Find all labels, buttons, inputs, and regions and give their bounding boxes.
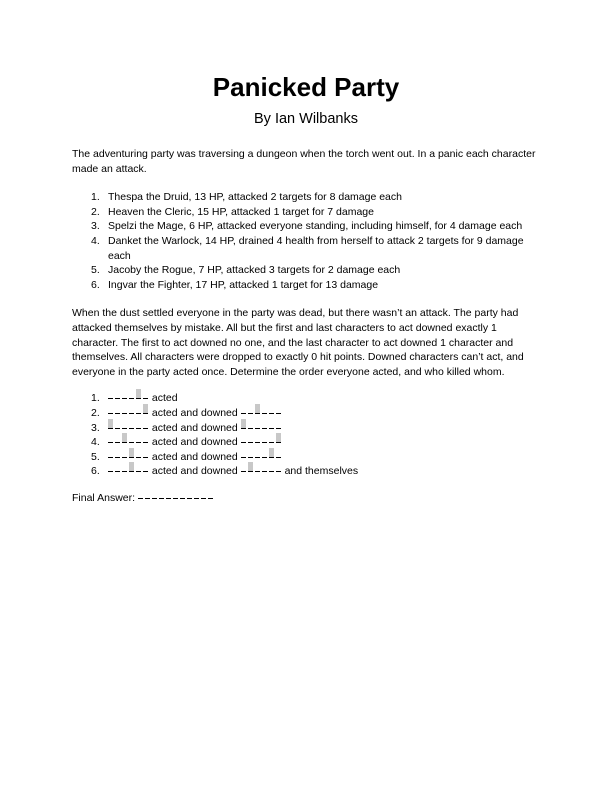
- character-text: Ingvar the Fighter, 17 HP, attacked 1 target for 13 damage: [108, 278, 379, 291]
- letter-blank[interactable]: [115, 397, 120, 399]
- letter-blank[interactable]: [194, 497, 199, 499]
- letter-blank[interactable]: [143, 441, 148, 443]
- letter-blank[interactable]: [262, 441, 267, 443]
- answer-row-tail: and themselves: [281, 465, 359, 478]
- list-number: 5.: [91, 450, 100, 463]
- answer-list: [72, 391, 540, 479]
- letter-blank[interactable]: [276, 412, 281, 414]
- letter-blank[interactable]: [276, 470, 281, 472]
- letter-blank[interactable]: [187, 497, 192, 499]
- actor-blanks[interactable]: [108, 464, 149, 474]
- shaded-letter-blank[interactable]: [122, 433, 127, 443]
- list-number: 5.: [91, 264, 100, 277]
- answer-row-text: [108, 421, 540, 436]
- list-number: 3.: [91, 220, 100, 233]
- letter-blank[interactable]: [129, 397, 134, 399]
- character-list: [72, 190, 540, 292]
- character-text: Heaven the Cleric, 15 HP, attacked 1 target for 7 damage: [108, 205, 374, 218]
- letter-blank[interactable]: [143, 427, 148, 429]
- letter-blank[interactable]: [138, 497, 143, 499]
- character-item: [72, 234, 540, 263]
- letter-blank[interactable]: [129, 427, 134, 429]
- letter-blank[interactable]: [255, 470, 260, 472]
- answer-row-label: acted: [149, 392, 178, 405]
- answer-row-text: [108, 406, 540, 421]
- target-blanks[interactable]: [241, 406, 282, 416]
- letter-blank[interactable]: [136, 456, 141, 458]
- character-item: [72, 219, 540, 234]
- character-text: Danket the Warlock, 14 HP, drained 4 health from herself to attack 2 targets for 9 damage each: [108, 234, 524, 262]
- target-blanks[interactable]: [241, 450, 282, 460]
- final-answer-label: Final Answer:: [72, 491, 138, 504]
- document-page: [72, 72, 540, 505]
- letter-blank[interactable]: [115, 412, 120, 414]
- list-number: 4.: [91, 436, 100, 449]
- shaded-letter-blank[interactable]: [129, 462, 134, 472]
- character-text: Spelzi the Mage, 6 HP, attacked everyone standing, including himself, for 4 damage each: [108, 220, 523, 233]
- answer-row-label: acted and downed: [149, 436, 241, 449]
- page-title: Panicked Party: [212, 72, 400, 102]
- shaded-letter-blank[interactable]: [248, 462, 253, 472]
- character-item: [72, 190, 540, 205]
- letter-blank[interactable]: [136, 441, 141, 443]
- letter-blank[interactable]: [180, 497, 185, 499]
- letter-blank[interactable]: [159, 497, 164, 499]
- letter-blank[interactable]: [269, 441, 274, 443]
- character-item: [72, 278, 540, 293]
- letter-blank[interactable]: [262, 470, 267, 472]
- letter-blank[interactable]: [173, 497, 178, 499]
- letter-blank[interactable]: [241, 456, 246, 458]
- actor-blanks[interactable]: [108, 421, 149, 431]
- letter-blank[interactable]: [108, 456, 113, 458]
- letter-blank[interactable]: [241, 470, 246, 472]
- shaded-letter-blank[interactable]: [241, 419, 246, 429]
- letter-blank[interactable]: [248, 427, 253, 429]
- character-item: [72, 263, 540, 278]
- letter-blank[interactable]: [143, 470, 148, 472]
- letter-blank[interactable]: [255, 456, 260, 458]
- letter-blank[interactable]: [115, 456, 120, 458]
- letter-blank[interactable]: [108, 412, 113, 414]
- letter-blank[interactable]: [255, 427, 260, 429]
- shaded-letter-blank[interactable]: [269, 448, 274, 458]
- letter-blank[interactable]: [152, 497, 157, 499]
- letter-blank[interactable]: [241, 441, 246, 443]
- actor-blanks[interactable]: [108, 406, 149, 416]
- list-number: 2.: [91, 406, 100, 419]
- list-number: 1.: [91, 191, 100, 204]
- letter-blank[interactable]: [108, 397, 113, 399]
- actor-blanks[interactable]: [108, 450, 149, 460]
- answer-row: [72, 421, 540, 436]
- final-answer: [72, 491, 540, 506]
- letter-blank[interactable]: [129, 441, 134, 443]
- shaded-letter-blank[interactable]: [129, 448, 134, 458]
- answer-row-label: acted and downed: [149, 465, 241, 478]
- letter-blank[interactable]: [269, 412, 274, 414]
- letter-blank[interactable]: [122, 470, 127, 472]
- letter-blank[interactable]: [143, 397, 148, 399]
- letter-blank[interactable]: [262, 412, 267, 414]
- shaded-letter-blank[interactable]: [108, 419, 113, 429]
- letter-blank[interactable]: [136, 412, 141, 414]
- letter-blank[interactable]: [166, 497, 171, 499]
- character-text: Thespa the Druid, 13 HP, attacked 2 targets for 8 damage each: [108, 191, 402, 204]
- list-number: 2.: [91, 205, 100, 218]
- answer-row-text: [108, 450, 540, 465]
- character-item: [72, 205, 540, 220]
- letter-blank[interactable]: [115, 470, 120, 472]
- character-text: Jacoby the Rogue, 7 HP, attacked 3 targets for 2 damage each: [108, 264, 401, 277]
- answer-row: [72, 450, 540, 465]
- letter-blank[interactable]: [248, 412, 253, 414]
- answer-row: [72, 406, 540, 421]
- letter-blank[interactable]: [122, 427, 127, 429]
- target-blanks[interactable]: [241, 421, 282, 431]
- shaded-letter-blank[interactable]: [143, 404, 148, 414]
- letter-blank[interactable]: [145, 497, 150, 499]
- rules-paragraph: When the dust settled everyone in the party was dead, but there wasn’t an attack. The party had attacked themselves by mistake. All but the first and last characters to act downed exactly 1 character. The first to act downed no one, and the last character to act downed 1 character and themselves. All characters were dropped to exactly 0 hit points. Downed characters can’t act, and everyone in the party acted once. Determine the order everyone acted, and who killed whom.: [72, 307, 524, 378]
- list-number: 6.: [91, 465, 100, 478]
- answer-row-text: [108, 391, 540, 406]
- letter-blank[interactable]: [115, 427, 120, 429]
- list-number: 3.: [91, 421, 100, 434]
- letter-blank[interactable]: [241, 412, 246, 414]
- target-blanks[interactable]: [241, 464, 282, 474]
- letter-blank[interactable]: [248, 441, 253, 443]
- letter-blank[interactable]: [136, 427, 141, 429]
- letter-blank[interactable]: [129, 412, 134, 414]
- letter-blank[interactable]: [122, 412, 127, 414]
- letter-blank[interactable]: [255, 441, 260, 443]
- intro-paragraph: The adventuring party was traversing a dungeon when the torch went out. In a panic each character made an attack.: [72, 148, 536, 175]
- letter-blank[interactable]: [276, 427, 281, 429]
- actor-blanks[interactable]: [108, 391, 149, 401]
- letter-blank[interactable]: [136, 470, 141, 472]
- answer-row: [72, 464, 540, 479]
- letter-blank[interactable]: [122, 397, 127, 399]
- answer-row-label: acted and downed: [149, 421, 241, 434]
- final-answer-blanks[interactable]: [138, 499, 214, 501]
- letter-blank[interactable]: [108, 470, 113, 472]
- list-number: 1.: [91, 392, 100, 405]
- letter-blank[interactable]: [143, 456, 148, 458]
- letter-blank[interactable]: [122, 456, 127, 458]
- letter-blank[interactable]: [276, 456, 281, 458]
- letter-blank[interactable]: [269, 470, 274, 472]
- answer-row-text: [108, 464, 540, 479]
- letter-blank[interactable]: [115, 441, 120, 443]
- letter-blank[interactable]: [201, 497, 206, 499]
- author-line: By Ian Wilbanks: [254, 111, 358, 127]
- answer-row-label: acted and downed: [149, 406, 241, 419]
- answer-row-text: [108, 435, 540, 450]
- actor-blanks[interactable]: [108, 435, 149, 445]
- list-number: 4.: [91, 234, 100, 247]
- letter-blank[interactable]: [248, 456, 253, 458]
- target-blanks[interactable]: [241, 435, 282, 445]
- answer-row-label: acted and downed: [149, 450, 241, 463]
- letter-blank[interactable]: [269, 427, 274, 429]
- letter-blank[interactable]: [262, 456, 267, 458]
- shaded-letter-blank[interactable]: [276, 433, 281, 443]
- letter-blank[interactable]: [262, 427, 267, 429]
- letter-blank[interactable]: [208, 497, 213, 499]
- letter-blank[interactable]: [108, 441, 113, 443]
- shaded-letter-blank[interactable]: [136, 389, 141, 399]
- shaded-letter-blank[interactable]: [255, 404, 260, 414]
- answer-row: [72, 435, 540, 450]
- list-number: 6.: [91, 278, 100, 291]
